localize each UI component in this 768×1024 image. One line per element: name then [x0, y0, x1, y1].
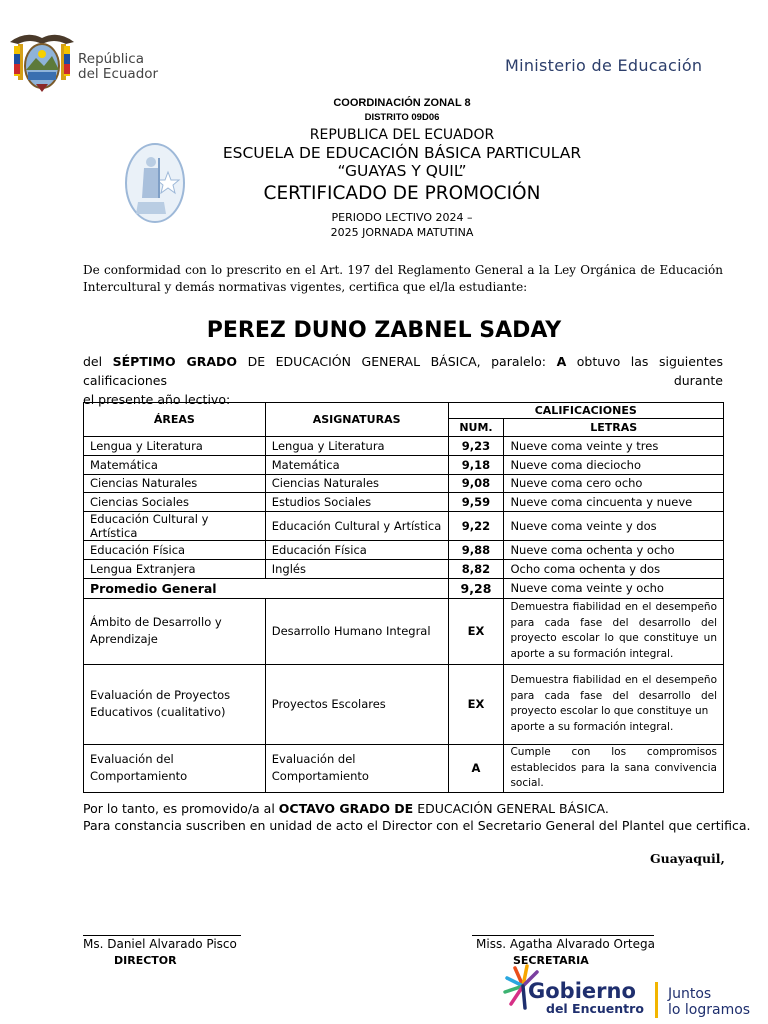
row-letras: Nueve coma dieciocho: [504, 455, 724, 474]
grade-rest1: obtuvo las siguientes calificaciones durante: [83, 354, 723, 388]
row-asignatura: Educación Física: [265, 541, 448, 560]
del-encuentro-word: del Encuentro: [546, 1001, 644, 1016]
promedio-label: Promedio General: [84, 578, 449, 598]
row-area: Educación Física: [84, 541, 266, 560]
juntos-line2: lo logramos: [668, 1002, 751, 1018]
table-row: [84, 512, 724, 541]
grade-sentence: [83, 352, 723, 409]
juntos-line1: Juntos: [668, 986, 712, 1002]
school-seal-logo: [124, 142, 186, 224]
certificado-title: CERTIFICADO DE PROMOCIÓN: [263, 183, 541, 204]
row-letras: Ocho coma ochenta y dos: [504, 559, 724, 578]
proyectos-num: EX: [448, 664, 504, 744]
distrito: DISTRITO 09D06: [364, 112, 440, 123]
promedio-num: 9,28: [448, 578, 504, 598]
comportamiento-area: Evaluación del Comportamiento: [84, 744, 266, 792]
ambito-asignatura: Desarrollo Humano Integral: [265, 598, 448, 664]
grade-paralelo: A: [556, 354, 567, 369]
director-signature-line: [83, 935, 241, 936]
closing-grade: OCTAVO GRADO DE: [278, 801, 414, 816]
proyectos-desc1: Demuestra fiabilidad en el desempeño para cada fase del desarrollo del proyecto escolar lo que constituye un: [510, 674, 717, 718]
ambito-row: [84, 598, 724, 664]
republica-ecuador-text: [78, 52, 158, 82]
row-letras: Nueve coma veinte y tres: [504, 437, 724, 456]
col-calificaciones: CALIFICACIONES: [448, 403, 724, 419]
row-letras: Nueve coma cero ocho: [504, 474, 724, 493]
table-row: [84, 559, 724, 578]
intro-line1: De conformidad con lo prescrito en el Art. 197 del Reglamento General a la Ley Orgánica de Educación: [83, 263, 723, 277]
promedio-letras: Nueve coma veinte y ocho: [504, 578, 724, 598]
republica-line2: del Ecuador: [78, 66, 159, 82]
gobierno-word: Gobierno: [528, 979, 636, 1003]
col-num: NUM.: [448, 419, 504, 437]
comportamiento-asignatura: Evaluación del Comportamiento: [265, 744, 448, 792]
proyectos-row: [84, 664, 724, 744]
row-num: 9,59: [448, 493, 504, 512]
row-area: Ciencias Naturales: [84, 474, 266, 493]
gobierno-logo-text: [528, 980, 644, 1016]
row-letras: Nueve coma cincuenta y nueve: [504, 493, 724, 512]
proyectos-desc: [504, 664, 724, 744]
footer-divider: [655, 982, 658, 1018]
intro-paragraph: [83, 262, 723, 296]
secretaria-signature-line: [472, 935, 654, 936]
secretaria-role: SECRETARIA: [513, 954, 589, 967]
juntos-slogan: [668, 986, 750, 1018]
row-letras: Nueve coma veinte y dos: [504, 512, 724, 541]
row-area: Lengua y Literatura: [84, 437, 266, 456]
grade-rest2: el presente año lectivo:: [83, 392, 231, 407]
row-asignatura: Estudios Sociales: [265, 493, 448, 512]
row-area: Educación Cultural y Artística: [84, 512, 266, 541]
ambito-desc: Demuestra fiabilidad en el desempeño para cada fase del desarrollo del proyecto escolar lo que constituye un aporte a su formación integral.: [504, 598, 724, 664]
table-row: [84, 455, 724, 474]
comportamiento-row: [84, 744, 724, 792]
proyectos-desc2: aporte a su formación integral.: [510, 720, 674, 733]
coat-of-arms-logo: [6, 28, 78, 96]
coordinacion-zonal: COORDINACIÓN ZONAL 8: [333, 97, 471, 109]
row-letras: Nueve coma ochenta y ocho: [504, 541, 724, 560]
proyectos-area: Evaluación de Proyectos Educativos (cualitativo): [84, 664, 266, 744]
comportamiento-num: A: [448, 744, 504, 792]
row-area: Lengua Extranjera: [84, 559, 266, 578]
student-name: PEREZ DUNO ZABNEL SADAY: [206, 318, 562, 343]
proyectos-asignatura: Proyectos Escolares: [265, 664, 448, 744]
row-num: 9,23: [448, 437, 504, 456]
row-num: 9,18: [448, 455, 504, 474]
table-row: [84, 437, 724, 456]
secretaria-name: Miss. Agatha Alvarado Ortega: [476, 937, 655, 951]
director-role: DIRECTOR: [114, 954, 177, 967]
table-row: [84, 493, 724, 512]
row-asignatura: Educación Cultural y Artística: [265, 512, 448, 541]
row-asignatura: Ciencias Naturales: [265, 474, 448, 493]
col-asignaturas: ASIGNATURAS: [265, 403, 448, 437]
row-area: Ciencias Sociales: [84, 493, 266, 512]
grade-level: SÉPTIMO GRADO: [112, 354, 238, 369]
grade-de: DE EDUCACIÓN GENERAL BÁSICA, paralelo:: [237, 354, 557, 369]
row-area: Matemática: [84, 455, 266, 474]
closing-line2: Para constancia suscriben en unidad de acto el Director con el Secretario General del Plantel que certifica.: [83, 818, 751, 833]
row-num: 9,88: [448, 541, 504, 560]
row-num: 8,82: [448, 559, 504, 578]
ambito-num: EX: [448, 598, 504, 664]
col-areas: ÁREAS: [84, 403, 266, 437]
row-asignatura: Matemática: [265, 455, 448, 474]
promedio-row: [84, 578, 724, 598]
closing-text: [83, 800, 750, 834]
ambito-area: Ámbito de Desarrollo y Aprendizaje: [84, 598, 266, 664]
republica-title: REPUBLICA DEL ECUADOR: [309, 127, 495, 143]
republica-line1: República: [78, 51, 144, 67]
grades-table: [83, 402, 724, 793]
table-row: [84, 474, 724, 493]
city-label: Guayaquil,: [650, 851, 725, 866]
director-name: Ms. Daniel Alvarado Pisco: [83, 937, 237, 951]
intro-line2: Intercultural y demás normativas vigentes, certifica que el/la estudiante:: [83, 280, 528, 294]
periodo-line1: PERIODO LECTIVO 2024 –: [331, 211, 473, 224]
closing-a: Por lo tanto, es promovido/a al: [83, 801, 279, 816]
escuela-nombre: “GUAYAS Y QUIL”: [337, 162, 467, 180]
comportamiento-desc: Cumple con los compromisos establecidos para la sana convivencia social.: [504, 744, 724, 792]
periodo-line2: 2025 JORNADA MATUTINA: [330, 226, 474, 239]
row-num: 9,08: [448, 474, 504, 493]
ministerio-title: Ministerio de Educación: [505, 56, 703, 75]
closing-c: EDUCACIÓN GENERAL BÁSICA.: [413, 801, 609, 816]
escuela-title: ESCUELA DE EDUCACIÓN BÁSICA PARTICULAR: [222, 144, 582, 162]
table-row: [84, 541, 724, 560]
row-num: 9,22: [448, 512, 504, 541]
col-letras: LETRAS: [504, 419, 724, 437]
grade-del: del: [83, 354, 113, 369]
row-asignatura: Inglés: [265, 559, 448, 578]
row-asignatura: Lengua y Literatura: [265, 437, 448, 456]
